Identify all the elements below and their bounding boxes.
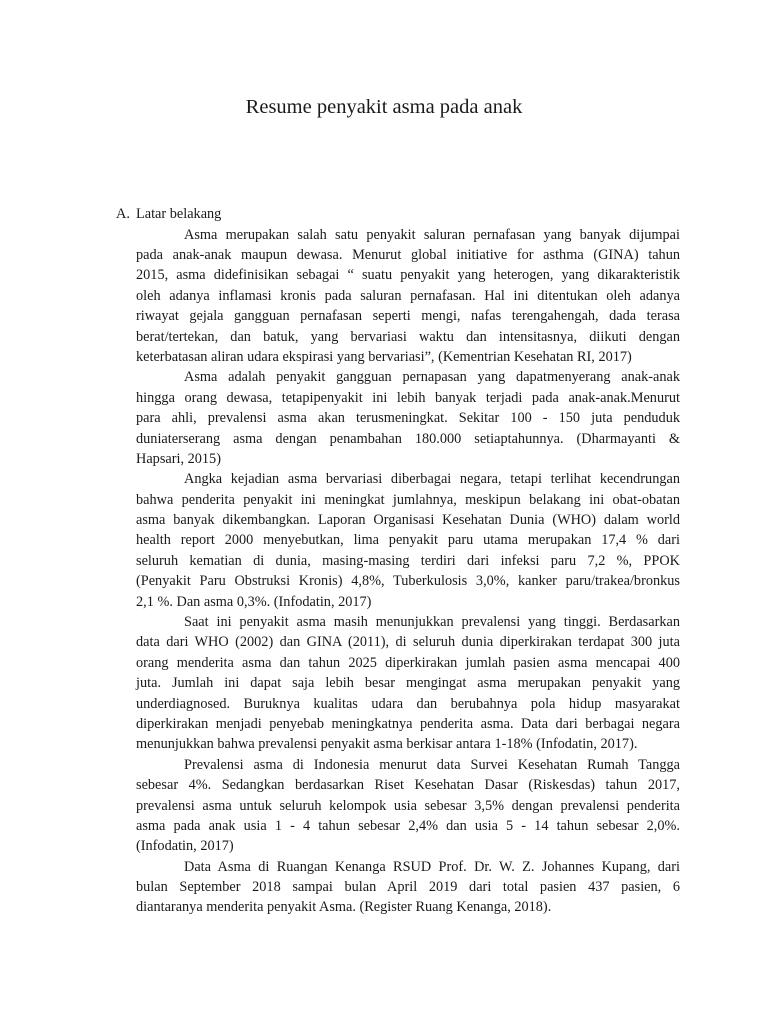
section-letter: A.: [116, 206, 130, 222]
paragraph-line: menunjukkan bahwa prevalensi penyakit asma berkisar antara 1-18% (Infodatin, 2017).: [136, 736, 638, 753]
paragraph-line: 2015, asma didefinisikan sebagai “ suatu penyakit yang heterogen, yang dikarakteristik: [136, 267, 680, 284]
paragraph: [136, 755, 680, 857]
paragraph-line: bahwa penderita penyakit ini meningkat jumlahnya, meskipun belakang ini obat-obatan: [136, 491, 680, 508]
paragraph-line: berat/tertekan, dan batuk, yang bervariasi waktu dan intensitasnya, diikuti dengan: [136, 328, 680, 345]
paragraph-line: underdiagnosed. Buruknya kualitas udara dan berubahnya pola hidup masyarakat: [136, 695, 680, 712]
paragraph-line: prevalensi asma untuk seluruh kelompok usia sebesar 3,5% dengan prevalensi penderita: [136, 797, 680, 814]
paragraph-line: juta. Jumlah ini dapat saja lebih besar mengingat asma merupakan penyakit yang: [136, 675, 680, 692]
paragraph-line: diperkirakan menjadi penyebab meningkatnya penderita asma. Data dari berbagai negara: [136, 715, 680, 732]
paragraph-line: data dari WHO (2002) dan GINA (2011), di seluruh dunia diperkirakan terdapat 300 juta: [136, 634, 680, 651]
paragraph: [136, 857, 680, 918]
paragraph-line: Angka kejadian asma bervariasi diberbagai negara, tetapi terlihat kecendrungan: [184, 471, 680, 488]
paragraph-line: orang menderita asma dan tahun 2025 diperkirakan jumlah pasien asma mencapai 400: [136, 654, 680, 671]
paragraph-line: keterbatasan aliran udara ekspirasi yang bervariasi”, (Kementrian Kesehatan RI, 2017): [136, 348, 632, 365]
paragraph: [136, 367, 680, 469]
section-heading-text: Latar belakang: [136, 206, 222, 222]
paragraph-line: oleh adanya inflamasi kronis pada saluran pernafasan. Hal ini ditentukan oleh adanya: [136, 287, 680, 304]
paragraph-line: Data Asma di Ruangan Kenanga RSUD Prof. Dr. W. Z. Johannes Kupang, dari: [184, 858, 680, 875]
paragraph: [136, 469, 680, 612]
paragraph-line: sebesar 4%. Sedangkan berdasarkan Riset Kesehatan Dasar (Riskesdas) tahun 2017,: [136, 777, 680, 794]
paragraph-line: Asma merupakan salah satu penyakit saluran pernafasan yang banyak dijumpai: [184, 226, 680, 243]
paragraph-line: seluruh kematian di dunia, masing-masing terdiri dari infeksi paru 7,2 %, PPOK: [136, 552, 680, 569]
section-heading: [116, 204, 221, 224]
paragraph-line: diantaranya menderita penyakit Asma. (Register Ruang Kenanga, 2018).: [136, 899, 552, 916]
paragraph-line: hingga orang dewasa, tetapipenyakit ini lebih banyak terjadi pada anak-anak.Menurut: [136, 389, 680, 406]
paragraph-line: para ahli, prevalensi asma akan terusmeningkat. Sekitar 100 - 150 juta penduduk: [136, 410, 680, 427]
paragraph-line: (Infodatin, 2017): [136, 838, 234, 855]
paragraph-line: (Penyakit Paru Obstruksi Kronis) 4,8%, Tuberkulosis 3,0%, kanker paru/trakea/bronkus: [136, 573, 680, 590]
paragraph-line: Asma adalah penyakit gangguan pernapasan yang dapatmenyerang anak-anak: [184, 369, 680, 386]
paragraph-line: Prevalensi asma di Indonesia menurut data Survei Kesehatan Rumah Tangga: [184, 756, 680, 773]
paragraph: [136, 612, 680, 755]
paragraph-line: riwayat gejala gangguan pernafasan seperti mengi, nafas terengahengah, dada terasa: [136, 308, 680, 325]
document-body: [136, 225, 680, 918]
paragraph-line: Saat ini penyakit asma masih menunjukkan prevalensi yang tinggi. Berdasarkan: [184, 614, 680, 631]
paragraph-line: Hapsari, 2015): [136, 450, 221, 467]
paragraph-line: asma banyak dikembangkan. Laporan Organisasi Kesehatan Dunia (WHO) dalam world: [136, 512, 680, 529]
paragraph-line: 2,1 %. Dan asma 0,3%. (Infodatin, 2017): [136, 593, 372, 610]
paragraph-line: pada anak-anak maupun dewasa. Menurut global initiative for asthma (GINA) tahun: [136, 246, 680, 263]
paragraph-line: duniaterserang asma dengan penambahan 180.000 setiaptahunnya. (Dharmayanti &: [136, 430, 680, 447]
document-title: Resume penyakit asma pada anak: [245, 96, 523, 118]
paragraph-line: health report 2000 menyebutkan, lima penyakit paru utama merupakan 17,4 % dari: [136, 532, 680, 549]
paragraph-line: asma pada anak usia 1 - 4 tahun sebesar 2,4% dan usia 5 - 14 tahun sebesar 2,0%.: [136, 817, 680, 834]
paragraph-line: bulan September 2018 sampai bulan April 2019 dari total pasien 437 pasien, 6: [136, 879, 680, 896]
paragraph: [136, 225, 680, 368]
